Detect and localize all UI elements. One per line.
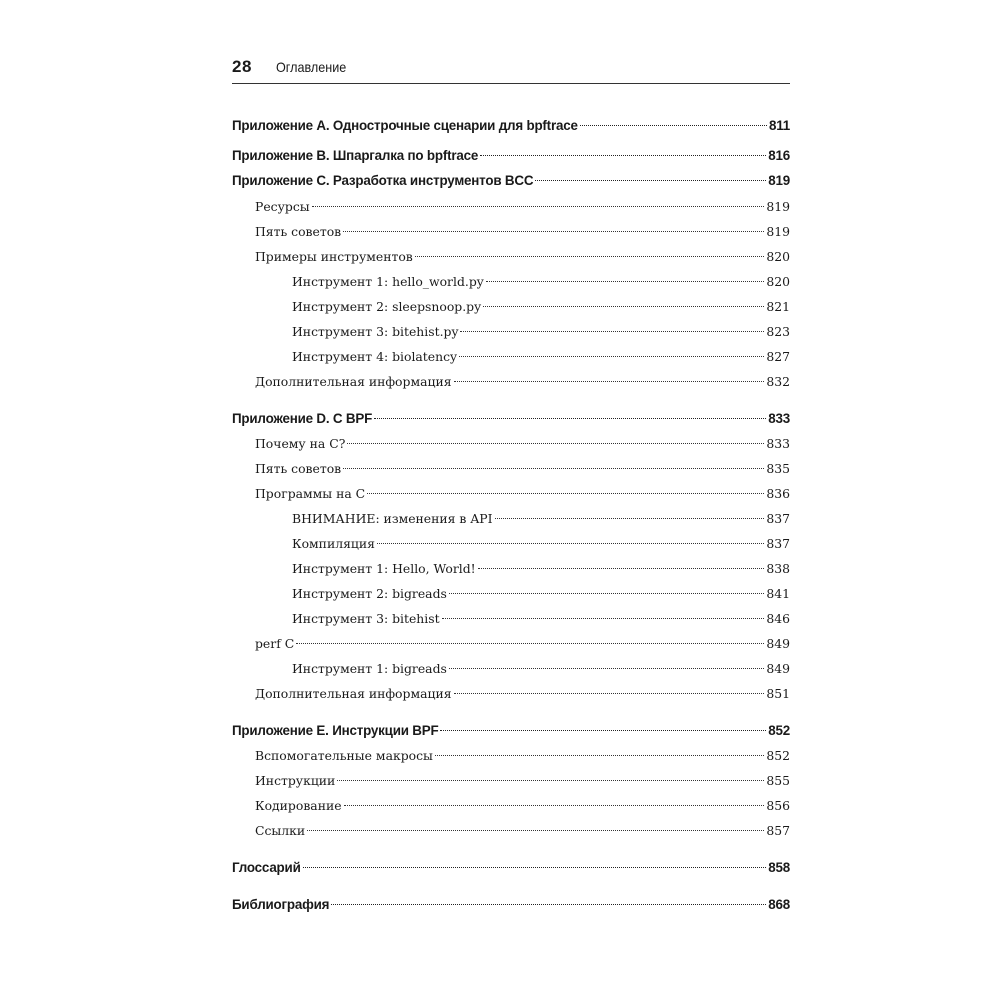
toc-entry	[292, 534, 790, 554]
toc-page-number: 852	[768, 723, 790, 738]
dot-leader	[495, 518, 765, 519]
dot-leader	[460, 331, 764, 332]
toc-page-number: 857	[766, 823, 790, 838]
toc-page-number: 820	[766, 249, 790, 264]
dot-leader	[337, 780, 764, 781]
toc-page-number: 819	[768, 173, 790, 188]
dot-leader	[377, 543, 764, 544]
toc-title: Ресурсы	[255, 199, 310, 214]
dot-leader	[435, 755, 764, 756]
toc-page-number: 841	[766, 586, 790, 601]
dot-leader	[367, 493, 764, 494]
dot-leader	[486, 281, 765, 282]
toc-page-number: 811	[768, 118, 790, 133]
toc-title: Приложение B. Шпаргалка по bpftrace	[232, 148, 479, 163]
page-number: 28	[232, 57, 252, 76]
dot-leader	[415, 256, 765, 257]
dot-leader	[459, 356, 764, 357]
dot-leader	[454, 693, 765, 694]
dot-leader	[454, 381, 765, 382]
page-header	[232, 57, 790, 84]
toc-entry	[255, 459, 790, 479]
toc-page-number: 837	[766, 536, 790, 551]
toc-page-number: 836	[766, 486, 790, 501]
toc-entry	[255, 771, 790, 791]
toc-entry	[255, 222, 790, 242]
toc-page-number: 837	[766, 511, 790, 526]
toc-page-number: 819	[766, 199, 790, 214]
toc-page-number: 851	[766, 686, 790, 701]
toc-entry	[255, 434, 790, 454]
toc-title: Компиляция	[292, 536, 375, 551]
toc-page-number: 816	[768, 148, 790, 163]
dot-leader	[312, 206, 765, 207]
toc-title: Почему на C?	[255, 436, 346, 451]
dot-leader	[483, 306, 764, 307]
toc-title: Вспомогательные макросы	[255, 748, 433, 763]
toc-title: Дополнительная информация	[255, 374, 452, 389]
toc-entry	[292, 559, 790, 579]
toc-page-number: 858	[768, 860, 790, 875]
toc-page-number: 819	[766, 224, 790, 239]
toc-entry	[292, 272, 790, 292]
toc-title: Приложение A. Однострочные сценарии для bpftrace	[232, 118, 578, 133]
toc-chapter	[232, 116, 790, 136]
toc-title: Инструкции	[255, 773, 336, 788]
toc-title: Пять советов	[255, 224, 342, 239]
toc-entry	[292, 297, 790, 317]
toc-chapter	[232, 895, 790, 915]
toc-title: Кодирование	[255, 798, 342, 813]
toc-title: Дополнительная информация	[255, 686, 452, 701]
toc-page-number: 833	[766, 436, 790, 451]
toc-title: Ссылки	[255, 823, 306, 838]
toc-title: Инструмент 3: bitehist.py	[292, 324, 459, 339]
toc-page-number: 838	[766, 561, 790, 576]
toc-entry	[292, 584, 790, 604]
toc-entry	[292, 347, 790, 367]
toc-page-number: 833	[768, 411, 790, 426]
dot-leader	[580, 125, 767, 126]
toc-chapter	[232, 171, 790, 191]
toc-entry	[255, 821, 790, 841]
toc-title: Библиография	[232, 897, 330, 912]
dot-leader	[343, 231, 764, 232]
toc-page-number: 827	[766, 349, 790, 364]
toc-page-number: 835	[766, 461, 790, 476]
toc-page-number: 852	[766, 748, 790, 763]
dot-leader	[449, 593, 764, 594]
toc-page-number: 849	[766, 661, 790, 676]
toc-entry	[255, 684, 790, 704]
toc-title: Глоссарий	[232, 860, 301, 875]
toc-title: Инструмент 4: biolatency	[292, 349, 458, 364]
dot-leader	[344, 805, 765, 806]
running-title: Оглавление	[275, 59, 347, 75]
toc-page-number: 821	[766, 299, 790, 314]
toc-page-number: 832	[766, 374, 790, 389]
toc-title: Приложение D. C BPF	[232, 411, 373, 426]
toc-title: Программы на C	[255, 486, 366, 501]
toc-entry	[292, 659, 790, 679]
toc-entry	[292, 509, 790, 529]
dot-leader	[478, 568, 765, 569]
toc-entry	[292, 609, 790, 629]
toc-page-number: 856	[766, 798, 790, 813]
dot-leader	[440, 730, 766, 731]
toc-title: Инструмент 1: hello_world.py	[292, 274, 484, 289]
toc-entry	[255, 634, 790, 654]
dot-leader	[307, 830, 764, 831]
dot-leader	[535, 180, 766, 181]
dot-leader	[374, 418, 766, 419]
toc-chapter	[232, 409, 790, 429]
toc-page-number: 823	[766, 324, 790, 339]
toc-title: Приложение C. Разработка инструментов BCC	[232, 173, 534, 188]
toc-page-number: 820	[766, 274, 790, 289]
toc-entry	[255, 372, 790, 392]
dot-leader	[296, 643, 764, 644]
toc-entry	[255, 746, 790, 766]
toc-title: Инструмент 1: bigreads	[292, 661, 447, 676]
toc-title: Инструмент 2: sleepsnoop.py	[292, 299, 482, 314]
toc-entry	[255, 484, 790, 504]
dot-leader	[343, 468, 764, 469]
toc-title: Примеры инструментов	[255, 249, 413, 264]
toc-chapter	[232, 146, 790, 166]
toc-title: Пять советов	[255, 461, 342, 476]
dot-leader	[347, 443, 764, 444]
toc-entry	[292, 322, 790, 342]
toc-chapter	[232, 858, 790, 878]
toc-title: Инструмент 3: bitehist	[292, 611, 440, 626]
toc-page-number: 855	[766, 773, 790, 788]
toc-chapter	[232, 721, 790, 741]
dot-leader	[449, 668, 764, 669]
toc-entry	[255, 247, 790, 267]
toc-title: Инструмент 1: Hello, World!	[292, 561, 476, 576]
toc-page-number: 846	[766, 611, 790, 626]
toc-title: perf C	[255, 636, 295, 651]
toc-entry	[255, 197, 790, 217]
dot-leader	[480, 155, 766, 156]
toc-title: Приложение E. Инструкции BPF	[232, 723, 439, 738]
toc-page-number: 849	[766, 636, 790, 651]
toc-title: ВНИМАНИЕ: изменения в API	[292, 511, 493, 526]
dot-leader	[442, 618, 765, 619]
dot-leader	[331, 904, 766, 905]
toc-title: Инструмент 2: bigreads	[292, 586, 447, 601]
dot-leader	[303, 867, 767, 868]
toc-entry	[255, 796, 790, 816]
toc-page-number: 868	[768, 897, 790, 912]
